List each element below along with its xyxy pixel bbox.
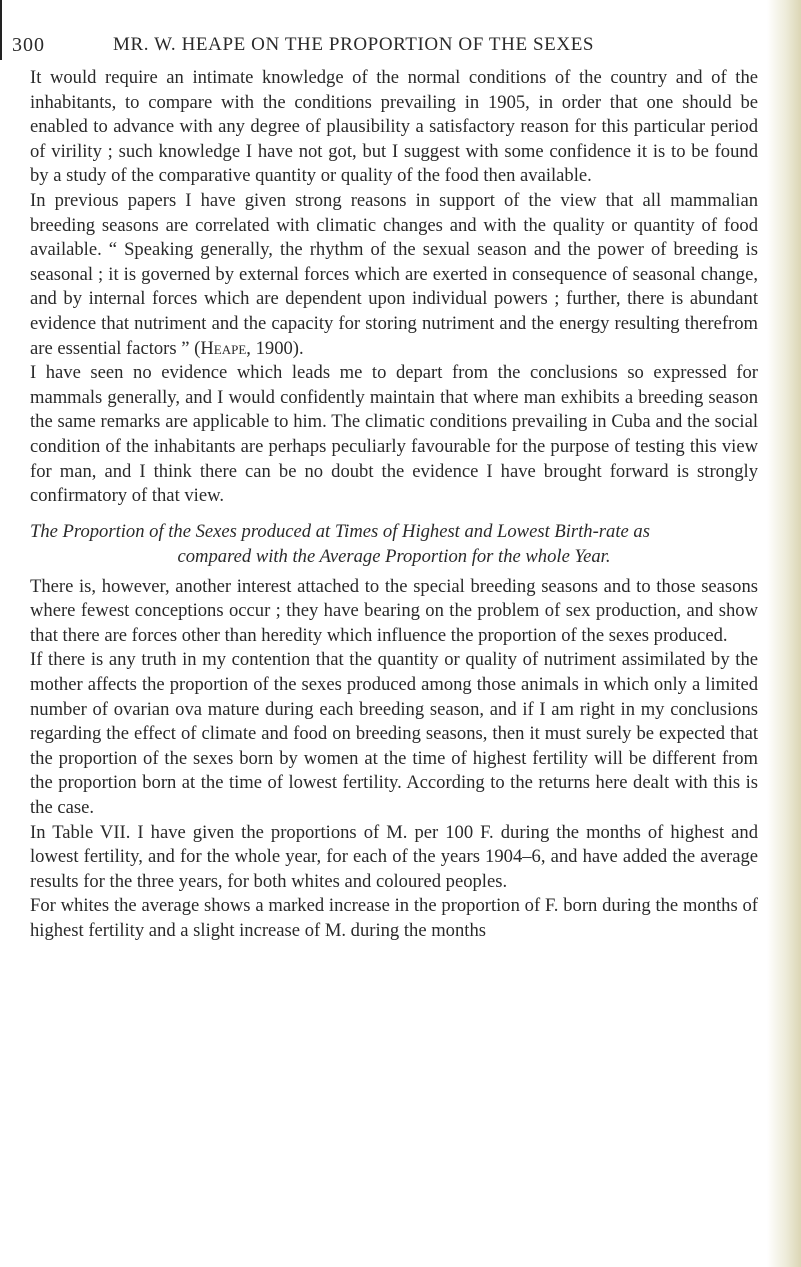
- body-text: [30, 66, 758, 944]
- paragraph-2-text: In previous papers I have given strong reasons in support of the view that all mammalian breeding seasons are correlated with climatic changes and with the quality or quantity of food available. “ Speaking generally, the rhythm of the sexual season and the power of breeding is seasonal ; it is governed by external forces which are exerted in consequence of seasonal change, and by internal forces which are dependent upon individual powers ; further, there is abundant evidence that nutriment and the capacity for storing nutriment and the energy resulting therefrom are essential factors ” (: [30, 189, 758, 359]
- citation-author: Heape: [200, 337, 247, 359]
- paragraph-7: For whites the average shows a marked increase in the proportion of F. born during the months of highest fertility and a slight increase of M. during the months: [30, 895, 758, 941]
- paragraph-2: [30, 189, 758, 361]
- page-gutter-line: [0, 0, 2, 60]
- page-edge-shading: [767, 0, 801, 1267]
- section-heading-line-2: compared with the Average Proportion for the whole Year.: [177, 545, 611, 567]
- page-header: [12, 34, 747, 58]
- paragraph-5: If there is any truth in my contention that the quantity or quality of nutriment assimilated by the mother affects the proportion of the sexes produced among those animals in which only a limited number of ovarian ova mature during each breeding season, and if I am right in my conclusions regarding the effect of climate and food on breeding seasons, then it must surely be expected that the proportion of the sexes born by women at the time of highest fertility will be different from the proportion born at the time of lowest fertility. According to the returns here dealt with this is the case.: [30, 649, 758, 819]
- paragraph-3: I have seen no evidence which leads me to depart from the conclusions so expressed for mammals generally, and I would confidently maintain that where man exhibits a breeding season the same remarks are applicable to him. The climatic conditions prevailing in Cuba and the social condition of the inhabitants are perhaps peculiarly favourable for the purpose of testing this view for man, and I think there can be no doubt the evidence I have brought forward is strongly confirmatory of that view.: [30, 362, 758, 507]
- running-head: MR. W. HEAPE ON THE PROPORTION OF THE SEXES: [113, 34, 595, 55]
- paragraph-4: There is, however, another interest attached to the special breeding seasons and to those seasons where fewest conceptions occur ; they have bearing on the problem of sex production, and show that there are forces other than heredity which influence the proportion of the sexes produced.: [30, 575, 758, 646]
- section-heading: [30, 519, 758, 569]
- section-heading-line-1: The Proportion of the Sexes produced at Times of Highest and Lowest Birth-rate as: [30, 520, 650, 542]
- citation-year: , 1900).: [246, 337, 304, 359]
- page-number: 300: [12, 34, 45, 56]
- paragraph-6: In Table VII. I have given the proportions of M. per 100 F. during the months of highest and lowest fertility, and for the whole year, for each of the years 1904–6, and have added the average results for the three years, for both whites and coloured peoples.: [30, 821, 758, 892]
- paragraph-1: It would require an intimate knowledge of the normal conditions of the country and of the inhabitants, to compare with the conditions prevailing in 1905, in order that one should be enabled to advance with any degree of plausibility a satisfactory reason for this particular period of virility ; such knowledge I have not got, but I suggest with some confidence it is to be found by a study of the comparative quantity or quality of the food then available.: [30, 67, 758, 187]
